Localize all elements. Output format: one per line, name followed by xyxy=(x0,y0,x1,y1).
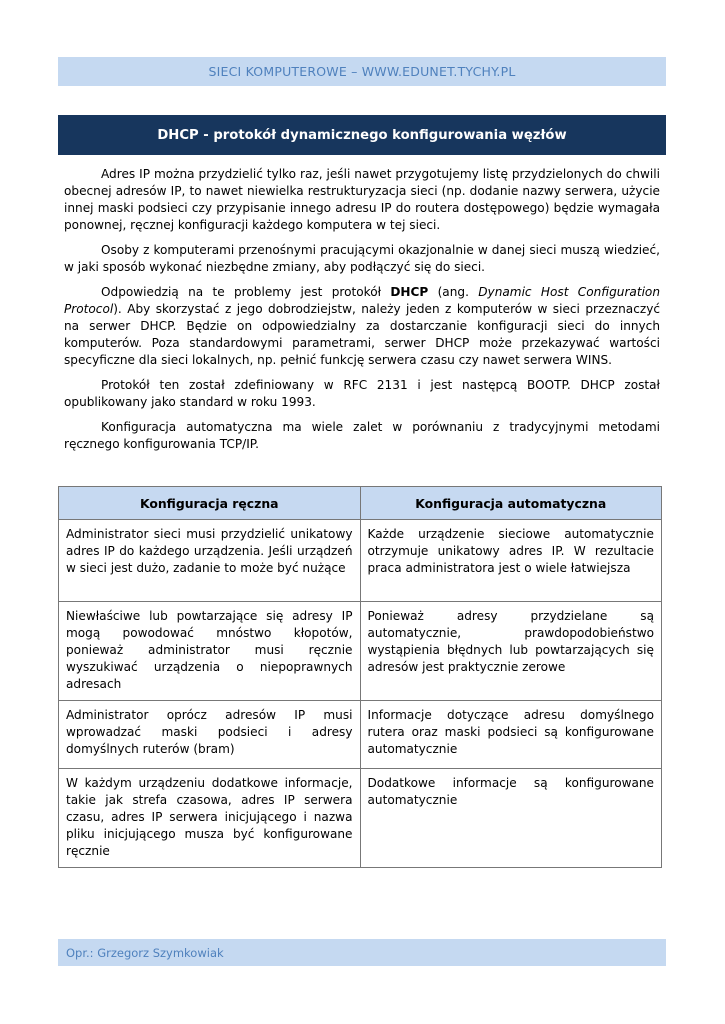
comparison-table xyxy=(58,486,662,868)
body-text xyxy=(64,166,660,461)
cell-auto: Informacje dotyczące adresu domyślnego rutera oraz maski podsieci są konfigurowane automatycznie xyxy=(360,701,662,769)
table-header-row xyxy=(59,487,662,520)
table-row xyxy=(59,769,662,868)
cell-manual: Administrator sieci musi przydzielić unikatowy adres IP do każdego urządzenia. Jeśli urządzeń w sieci jest dużo, zadanie to może być nużące xyxy=(59,520,361,602)
paragraph-4: Protokół ten został zdefiniowany w RFC 2131 i jest następcą BOOTP. DHCP został opublikowany jako standard w roku 1993. xyxy=(64,378,660,409)
section-title-band xyxy=(58,115,666,155)
cell-auto: Dodatkowe informacje są konfigurowane automatycznie xyxy=(360,769,662,868)
dhcp-full-name: Dynamic Host Configuration Protocol xyxy=(64,285,660,316)
paragraph-1: Adres IP można przydzielić tylko raz, jeśli nawet przygotujemy listę przydzielonych do chwili obecnej adresów IP, to nawet niewielka restrukturyzacja sieci (np. dodanie nazwy serwera, użycie innej maski podsieci czy przypisanie innego adresu IP do routera dostępowego) będzie wymagała ponownej, ręcznej konfiguracji każdego komputera w tej sieci. xyxy=(64,167,660,232)
footer-author: Opr.: Grzegorz Szymkowiak xyxy=(66,945,224,960)
table-row xyxy=(59,520,662,602)
cell-auto: Ponieważ adresy przydzielane są automatycznie, prawdopodobieństwo wystąpienia błędnych lub powtarzających się adresów jest praktycznie zerowe xyxy=(360,602,662,701)
header-auto: Konfiguracja automatyczna xyxy=(360,487,662,520)
cell-manual: Administrator oprócz adresów IP musi wprowadzać maski podsieci i adresy domyślnych ruterów (bram) xyxy=(59,701,361,769)
paragraph-3-part-b: (ang. xyxy=(428,285,479,299)
cell-manual: W każdym urządzeniu dodatkowe informacje, takie jak strefa czasowa, adres IP serwera czasu, adres IP serwera inicjującego i nazwa pliku inicjującego musza być konfigurowane ręcznie xyxy=(59,769,361,868)
page-header xyxy=(58,57,666,86)
paragraph-5: Konfiguracja automatyczna ma wiele zalet w porównaniu z tradycyjnymi metodami ręcznego konfigurowania TCP/IP. xyxy=(64,420,660,451)
paragraph-3-part-c: ). Aby skorzystać z jego dobrodziejstw, należy jeden z komputerów w sieci przeznaczyć na serwer DHCP. Będzie on odpowiedzialny za dostarczanie konfiguracji sieci do innych komputerów. Poza standardowymi parametrami, serwer DHCP może przekazywać wartości specyficzne dla sieci lokalnych, np. pełnić funkcję serwera czasu czy nawet serwera WINS. xyxy=(64,302,660,367)
table-row xyxy=(59,701,662,769)
dhcp-term: DHCP xyxy=(390,285,429,299)
header-text: SIECI KOMPUTEROWE – WWW.EDUNET.TYCHY.PL xyxy=(208,64,516,79)
header-manual: Konfiguracja ręczna xyxy=(59,487,361,520)
paragraph-2: Osoby z komputerami przenośnymi pracującymi okazjonalnie w danej sieci muszą wiedzieć, w jaki sposób wykonać niezbędne zmiany, aby podłączyć się do sieci. xyxy=(64,243,660,274)
cell-manual: Niewłaściwe lub powtarzające się adresy IP mogą powodować mnóstwo kłopotów, ponieważ administrator musi ręcznie wyszukiwać urządzenia o niepoprawnych adresach xyxy=(59,602,361,701)
section-title: DHCP - protokół dynamicznego konfigurowania węzłów xyxy=(157,127,567,143)
page-footer xyxy=(58,939,666,966)
table-row xyxy=(59,602,662,701)
paragraph-3 xyxy=(64,284,660,369)
cell-auto: Każde urządzenie sieciowe automatycznie otrzymuje unikatowy adres IP. W rezultacie praca administratora jest o wiele łatwiejsza xyxy=(360,520,662,602)
paragraph-3-part-a: Odpowiedzią na te problemy jest protokół xyxy=(101,285,391,299)
